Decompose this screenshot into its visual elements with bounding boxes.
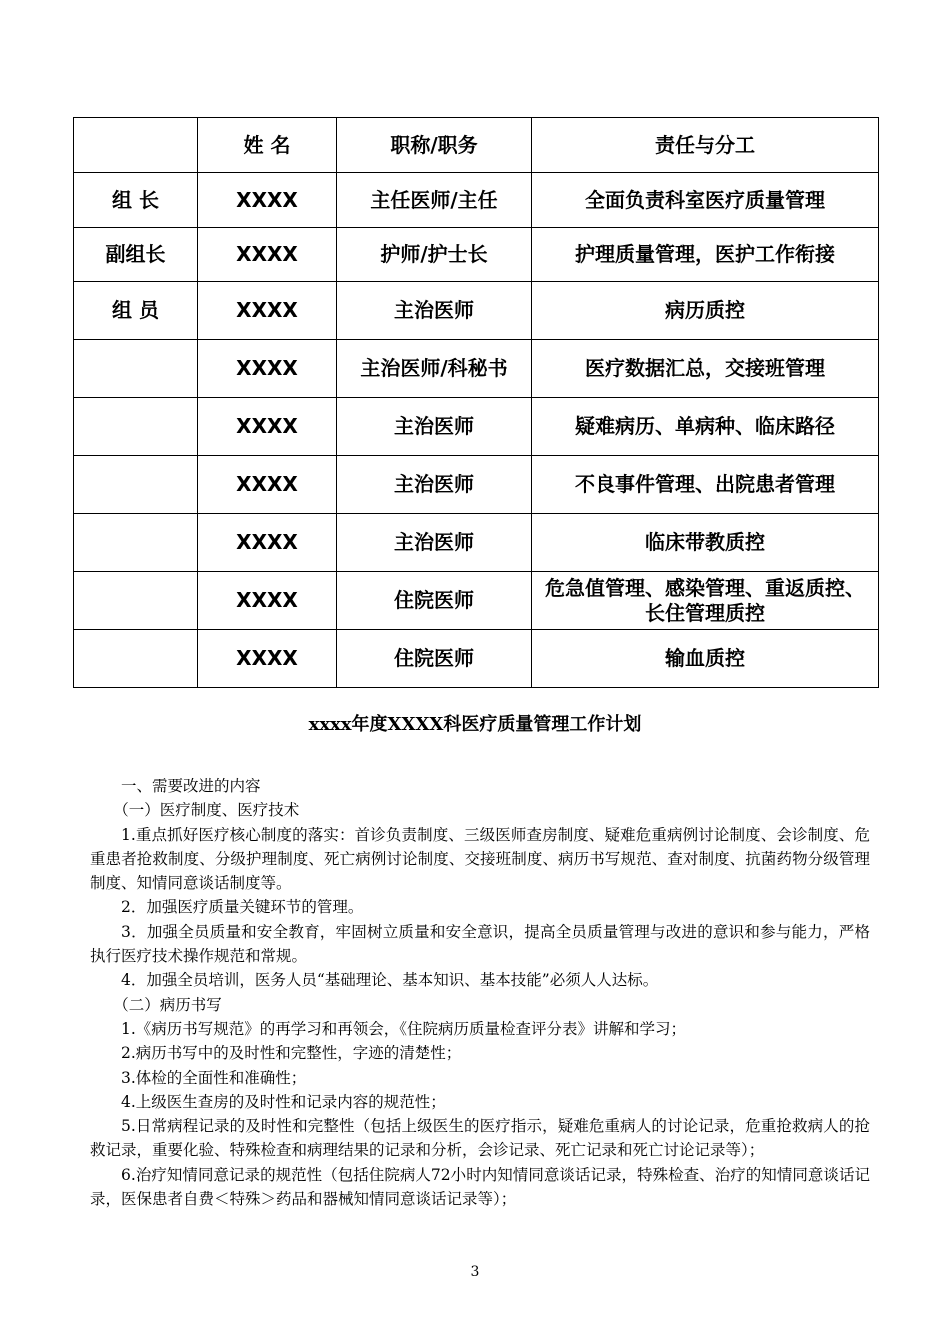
cell-duty: 临床带教质控 xyxy=(532,514,879,572)
table-row xyxy=(74,340,879,398)
cell-name: XXXX xyxy=(198,173,337,228)
paragraph: 4.上级医生查房的及时性和记录内容的规范性； xyxy=(121,1092,446,1111)
cell-role xyxy=(74,340,198,398)
cell-duty: 危急值管理、感染管理、重返质控、长住管理质控 xyxy=(532,572,879,630)
cell-title: 护师/护士长 xyxy=(337,228,532,282)
cell-name: XXXX xyxy=(198,398,337,456)
cell-role: 副组长 xyxy=(74,228,198,282)
plan-title: xxxx年度XXXX科医疗质量管理工作计划 xyxy=(308,714,642,735)
table-row xyxy=(74,572,879,630)
cell-title: 主治医师 xyxy=(337,398,532,456)
cell-role xyxy=(74,572,198,630)
paragraph: 2．加强医疗质量关键环节的管理。 xyxy=(121,898,364,917)
paragraph: 3．加强全员质量和安全教育，牢固树立质量和安全意识，提高全员质量管理与改进的意识和参与能力，严格执行医疗技术操作规范和常规。 xyxy=(90,922,870,966)
cell-role xyxy=(74,514,198,572)
paragraph: 1.重点抓好医疗核心制度的落实：首诊负责制度、三级医师查房制度、疑难危重病例讨论制度、会诊制度、危重患者抢救制度、分级护理制度、死亡病例讨论制度、交接班制度、病历书写规范、查对制度、抗菌药物分级管理制度、知情同意谈话制度等。 xyxy=(90,825,870,893)
cell-name: XXXX xyxy=(198,228,337,282)
paragraph: 4．加强全员培训，医务人员“基础理论、基本知识、基本技能”必须人人达标。 xyxy=(121,971,659,990)
header-cell-role xyxy=(74,118,198,173)
cell-title: 主治医师 xyxy=(337,514,532,572)
cell-duty: 医疗数据汇总，交接班管理 xyxy=(532,340,879,398)
cell-name: XXXX xyxy=(198,282,337,340)
paragraph: 2.病历书写中的及时性和完整性，字迹的清楚性； xyxy=(121,1044,462,1063)
cell-name: XXXX xyxy=(198,456,337,514)
header-cell-name: 姓 名 xyxy=(198,118,337,173)
cell-role xyxy=(74,456,198,514)
cell-name: XXXX xyxy=(198,630,337,688)
table-row xyxy=(74,398,879,456)
paragraph: 5.日常病程记录的及时性和完整性（包括上级医生的医疗指示，疑难危重病人的讨论记录，危重抢救病人的抢救记录，重要化验、特殊检查和病理结果的记录和分析，会诊记录、死亡记录和死亡讨论记录等）； xyxy=(90,1117,870,1160)
cell-duty: 护理质量管理，医护工作衔接 xyxy=(532,228,879,282)
cell-duty: 全面负责科室医疗质量管理 xyxy=(532,173,879,228)
cell-role xyxy=(74,398,198,456)
subsection-heading: （二）病历书写 xyxy=(113,995,222,1014)
section-heading: 一、需要改进的内容 xyxy=(121,777,261,795)
paragraph: 1.《病历书写规范》的再学习和再领会，《住院病历质量检查评分表》讲解和学习； xyxy=(121,1019,687,1038)
cell-title: 住院医师 xyxy=(337,572,532,630)
quality-team-table xyxy=(73,117,879,688)
cell-title: 住院医师 xyxy=(337,630,532,688)
header-cell-title: 职称/职务 xyxy=(337,118,532,173)
cell-role xyxy=(74,630,198,688)
table-row xyxy=(74,228,879,282)
cell-duty: 疑难病历、单病种、临床路径 xyxy=(532,398,879,456)
cell-name: XXXX xyxy=(198,340,337,398)
cell-role: 组 长 xyxy=(74,173,198,228)
cell-name: XXXX xyxy=(198,514,337,572)
table-row xyxy=(74,514,879,572)
cell-title: 主治医师 xyxy=(337,456,532,514)
plan-body xyxy=(90,774,870,1211)
cell-duty: 不良事件管理、出院患者管理 xyxy=(532,456,879,514)
cell-title: 主任医师/主任 xyxy=(337,173,532,228)
table-row xyxy=(74,282,879,340)
cell-title: 主治医师/科秘书 xyxy=(337,340,532,398)
table-row xyxy=(74,456,879,514)
cell-name: XXXX xyxy=(198,572,337,630)
header-cell-duty: 责任与分工 xyxy=(532,118,879,173)
page-number: 3 xyxy=(470,1264,480,1280)
paragraph: 3.体检的全面性和准确性； xyxy=(121,1068,307,1087)
subsection-heading: （一）医疗制度、医疗技术 xyxy=(113,801,300,820)
cell-title: 主治医师 xyxy=(337,282,532,340)
table-header-row xyxy=(74,118,879,173)
paragraph: 6.治疗知情同意记录的规范性（包括住院病人72小时内知情同意谈话记录，特殊检查、治疗的知情同意谈话记录，医保患者自费＜特殊＞药品和器械知情同意谈话记录等）； xyxy=(90,1165,870,1209)
table-row xyxy=(74,630,879,688)
cell-duty: 病历质控 xyxy=(532,282,879,340)
cell-duty: 输血质控 xyxy=(532,630,879,688)
cell-role: 组 员 xyxy=(74,282,198,340)
table-row xyxy=(74,173,879,228)
